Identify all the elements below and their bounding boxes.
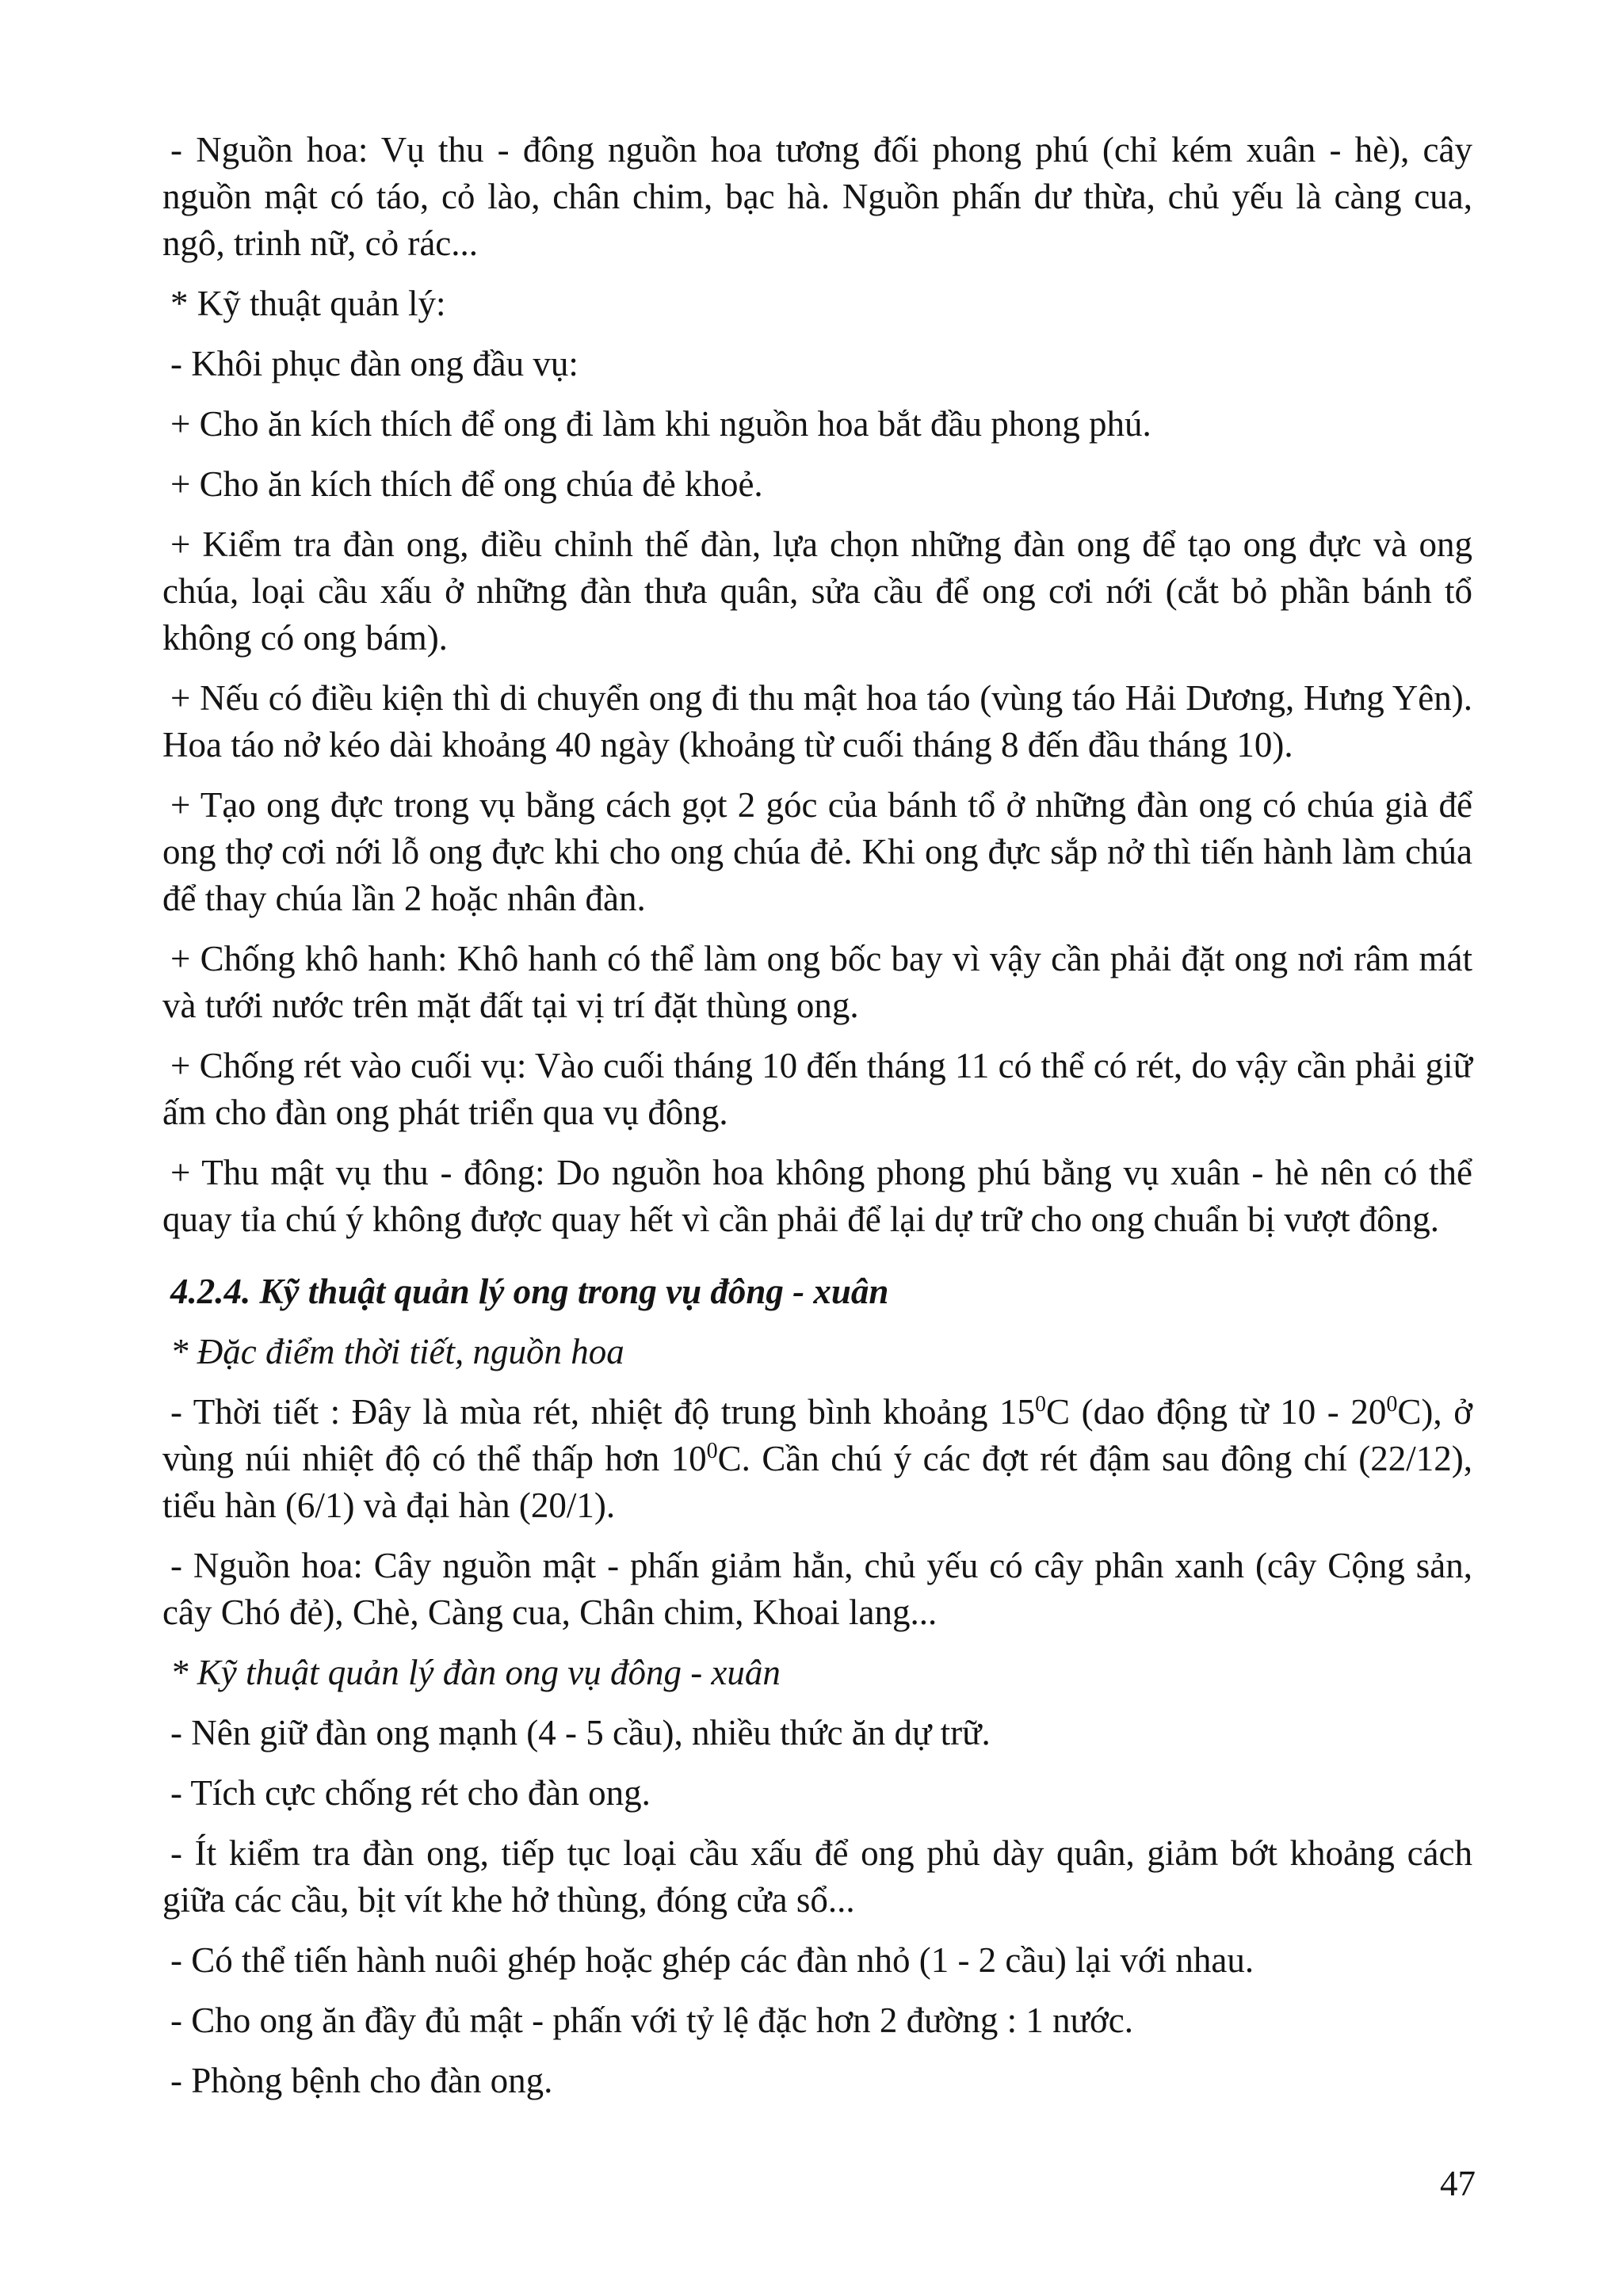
paragraph-flower-source-winter: - Nguồn hoa: Cây nguồn mật - phấn giảm hẳn, chủ yếu có cây phân xanh (cây Cộng sản, cây Chó đẻ), Chè, Càng cua, Chân chim, Khoai lang...	[162, 1546, 1472, 1632]
paragraph-management-heading: * Kỹ thuật quản lý:	[170, 284, 446, 323]
section-heading: 4.2.4. Kỹ thuật quản lý ong trong vụ đông - xuân	[170, 1272, 889, 1311]
list-item: - Tích cực chống rét cho đàn ong.	[170, 1773, 651, 1813]
paragraph-honey-harvest: + Thu mật vụ thu - đông: Do nguồn hoa không phong phú bằng vụ xuân - hè nên có thể quay tỉa chú ý không được quay hết vì cần phải để lại dự trữ cho ong chuẩn bị vượt đông.	[162, 1153, 1472, 1239]
degree-sup-3: 0	[706, 1439, 718, 1463]
paragraph-raise-drones: + Tạo ong đực trong vụ bằng cách gọt 2 góc của bánh tổ ở những đàn ong có chúa già để ong thợ cơi nới lỗ ong đực khi cho ong chúa đẻ. Khi ong đực sắp nở thì tiến hành làm chúa để thay chúa lần 2 hoặc nhân đàn.	[162, 785, 1472, 918]
paragraph-restore-colony: - Khôi phục đàn ong đầu vụ:	[170, 344, 579, 383]
paragraph-feed-stimulate-work: + Cho ăn kích thích để ong đi làm khi nguồn hoa bắt đầu phong phú.	[170, 404, 1151, 444]
degree-sup-1: 0	[1035, 1392, 1047, 1417]
degree-sup-2: 0	[1386, 1392, 1398, 1417]
list-item: - Phòng bệnh cho đàn ong.	[170, 2061, 553, 2100]
subheading-management: * Kỹ thuật quản lý đàn ong vụ đông - xuân	[170, 1653, 781, 1692]
page-number: 47	[1440, 2164, 1476, 2203]
paragraph-flower-source-autumn: - Nguồn hoa: Vụ thu - đông nguồn hoa tương đối phong phú (chỉ kém xuân - hè), cây nguồn mật có táo, cỏ lào, chân chim, bạc hà. Nguồn phấn dư thừa, chủ yếu là càng cua, ngô, trinh nữ, cỏ rác...	[162, 130, 1472, 263]
list-item: - Có thể tiến hành nuôi ghép hoặc ghép các đàn nhỏ (1 - 2 cầu) lại với nhau.	[170, 1940, 1254, 1980]
paragraph-weather	[162, 1389, 1472, 1529]
subheading-weather: * Đặc điểm thời tiết, nguồn hoa	[170, 1332, 624, 1371]
list-item: - Ít kiểm tra đàn ong, tiếp tục loại cầu xấu để ong phủ dày quân, giảm bớt khoảng cách giữa các cầu, bịt vít khe hở thùng, đóng cửa sổ...	[162, 1833, 1472, 1920]
paragraph-feed-stimulate-queen: + Cho ăn kích thích để ong chúa đẻ khoẻ.	[170, 464, 763, 504]
list-item: - Nên giữ đàn ong mạnh (4 - 5 cầu), nhiều thức ăn dự trữ.	[170, 1713, 991, 1753]
paragraph-cold-protection: + Chống rét vào cuối vụ: Vào cuối tháng 10 đến tháng 11 có thể có rét, do vậy cần phải giữ ấm cho đàn ong phát triển qua vụ đông.	[162, 1046, 1472, 1132]
list-item: - Cho ong ăn đầy đủ mật - phấn với tỷ lệ đặc hơn 2 đường : 1 nước.	[170, 2000, 1133, 2040]
weather-text-2: C (dao động từ 10 - 20	[1046, 1392, 1387, 1432]
paragraph-inspect-colony: + Kiểm tra đàn ong, điều chỉnh thế đàn, lựa chọn những đàn ong để tạo ong đực và ong chúa, loại cầu xấu ở những đàn thưa quân, sửa cầu để ong cơi nới (cắt bỏ phần bánh tổ không có ong bám).	[162, 524, 1472, 658]
weather-text-4: C. Cần chú ý các đợt rét đậm sau đông chí (22/12), tiểu hàn (6/1) và đại hàn (20/1).	[162, 1439, 1472, 1525]
weather-text-1: - Thời tiết : Đây là mùa rét, nhiệt độ trung bình khoảng 15	[170, 1392, 1036, 1432]
paragraph-move-to-jujube: + Nếu có điều kiện thì di chuyển ong đi thu mật hoa táo (vùng táo Hải Dương, Hưng Yên). Hoa táo nở kéo dài khoảng 40 ngày (khoảng từ cuối tháng 8 đến đầu tháng 10).	[162, 678, 1472, 765]
weather-text-3: C), ở vùng núi nhiệt độ có thể thấp hơn 10	[162, 1392, 1472, 1478]
paragraph-drought-protection: + Chống khô hanh: Khô hanh có thể làm ong bốc bay vì vậy cần phải đặt ong nơi râm mát và tưới nước trên mặt đất tại vị trí đặt thùng ong.	[162, 939, 1472, 1025]
